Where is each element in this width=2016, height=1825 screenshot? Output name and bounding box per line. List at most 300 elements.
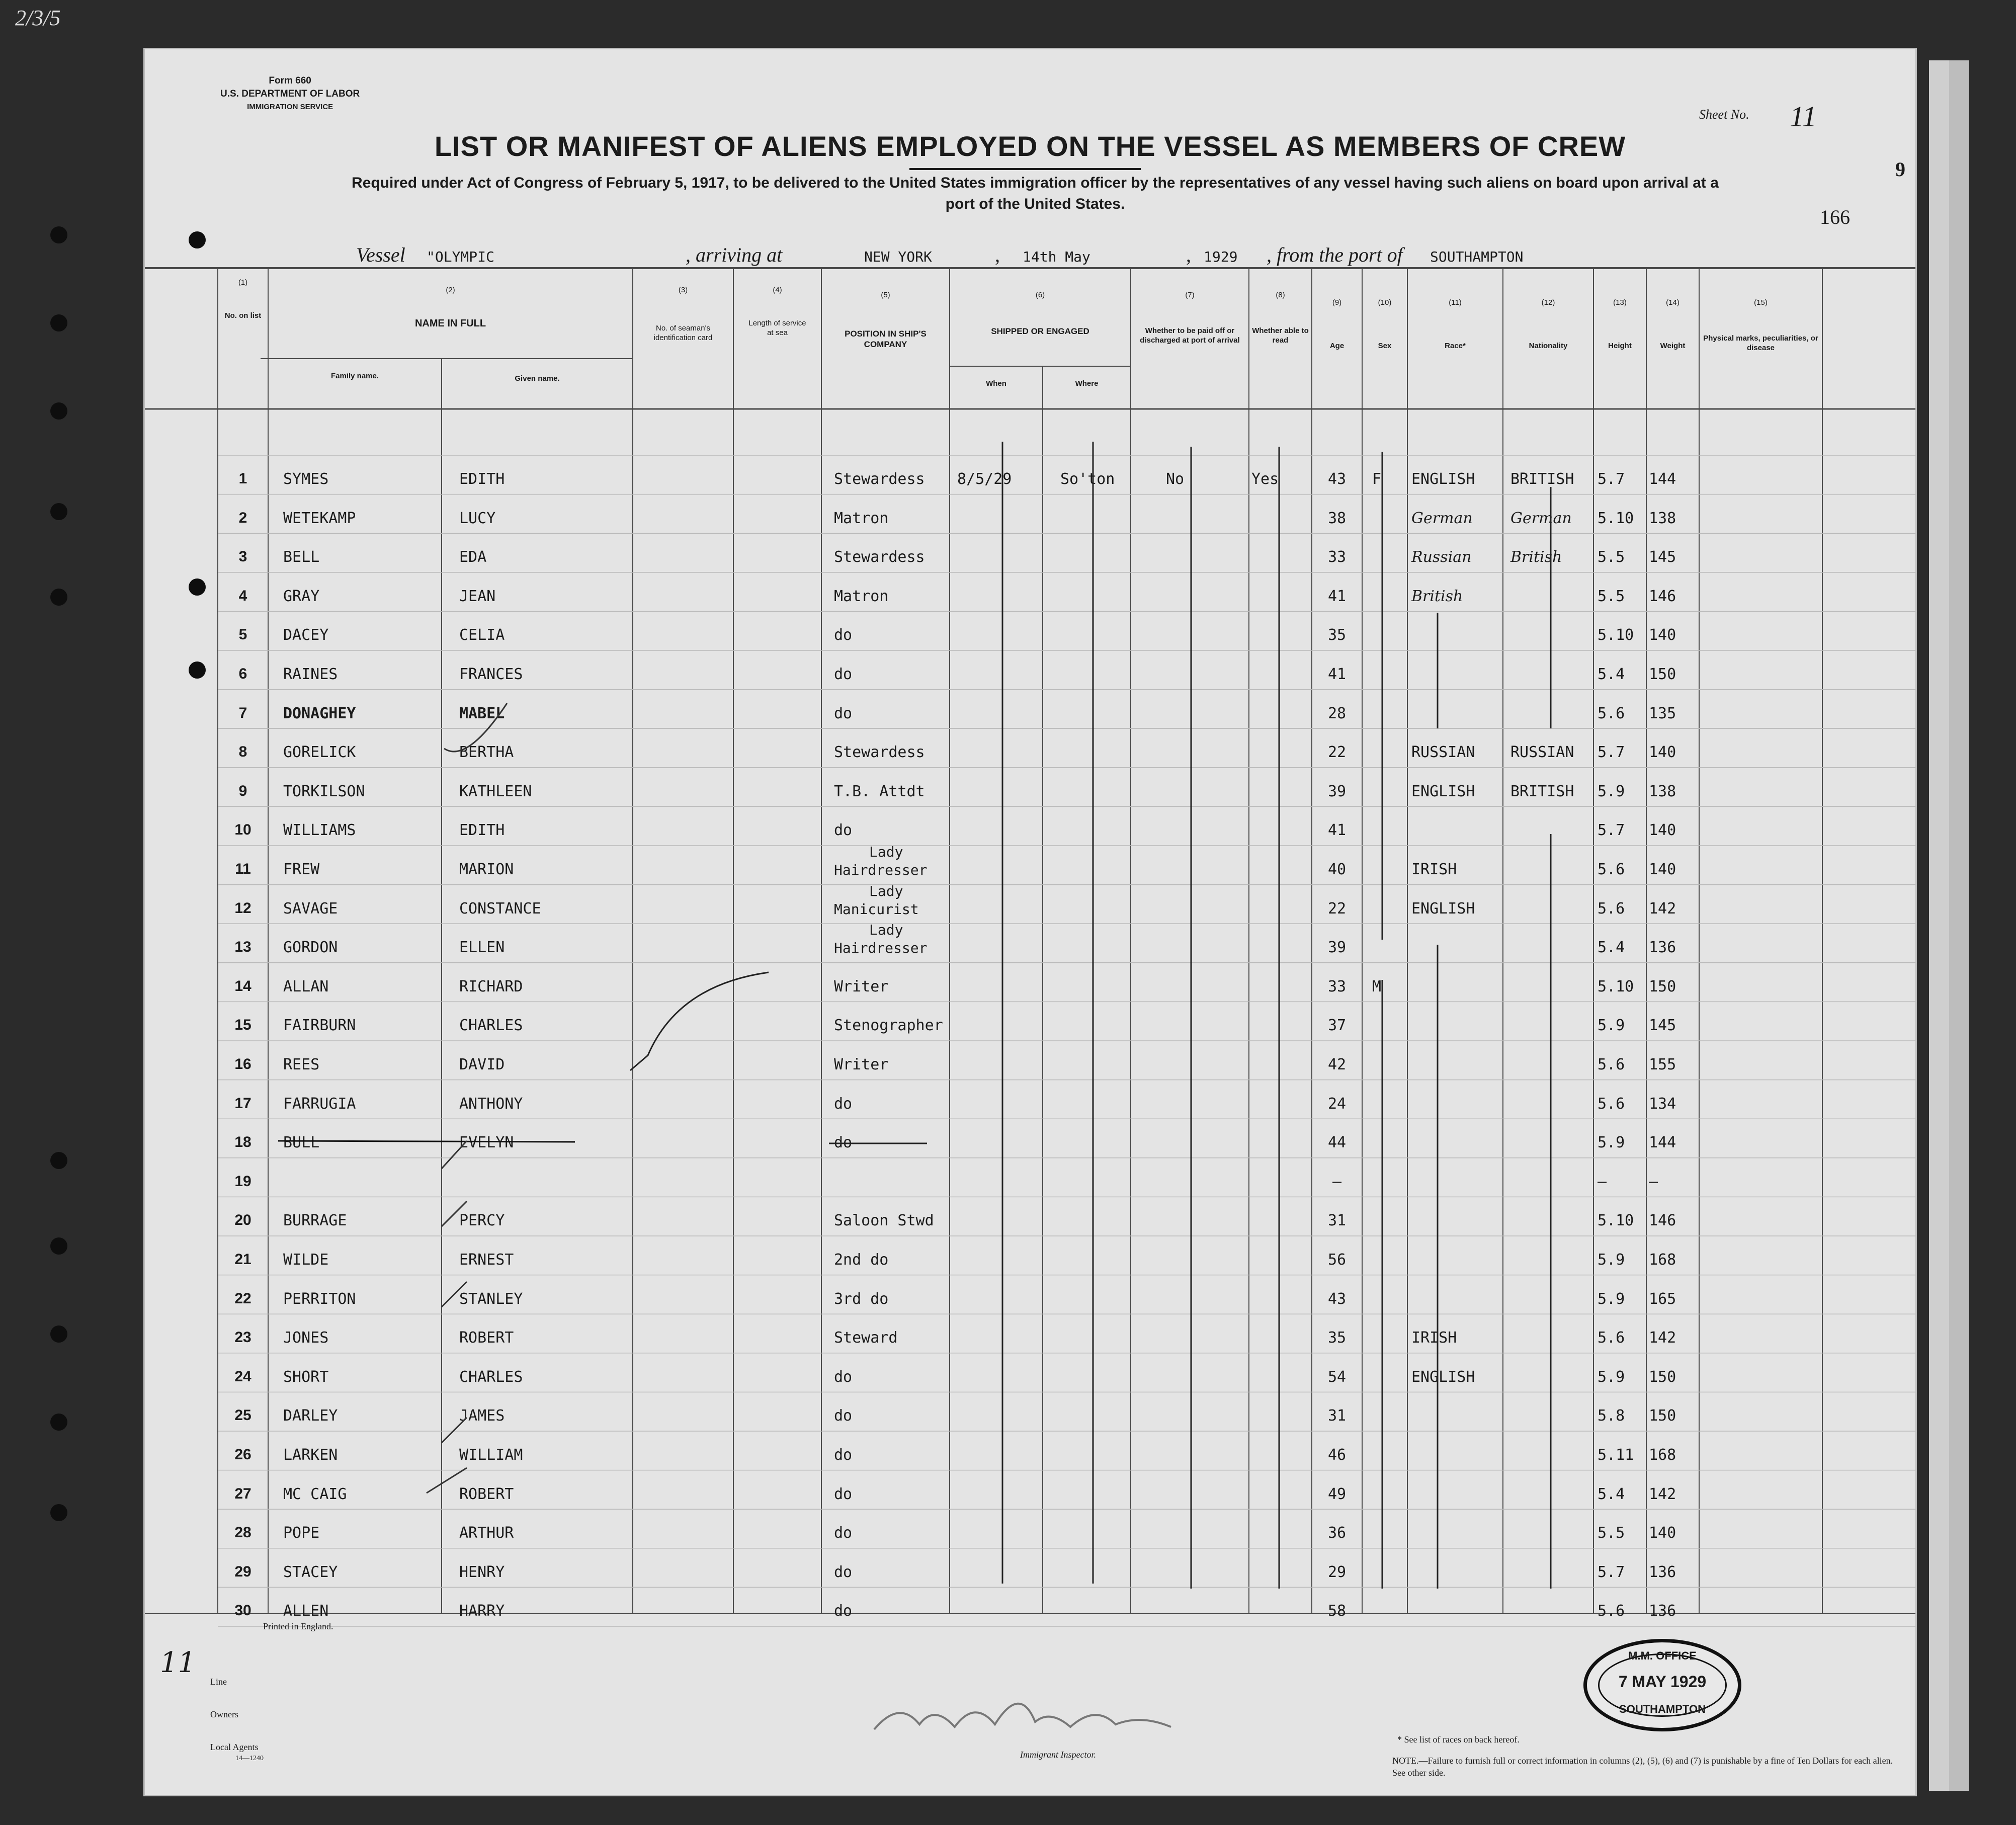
cell-height: 5.9 — [1598, 1251, 1625, 1269]
cell-given: ELLEN — [459, 939, 505, 957]
cell-height: 5.7 — [1598, 821, 1625, 840]
cell-age: 43 — [1327, 1290, 1347, 1308]
cell-race: Russian — [1411, 548, 1472, 566]
department: U.S. DEPARTMENT OF LABOR — [220, 89, 360, 99]
cell-age: 22 — [1327, 899, 1347, 918]
cell-position: Writer — [834, 1056, 889, 1073]
cell-given: WILLIAM — [459, 1446, 523, 1464]
cell-weight: 150 — [1649, 1407, 1676, 1425]
col-num-13: (13) — [1613, 298, 1627, 307]
cell-given: ROBERT — [459, 1329, 514, 1347]
cell-weight: 150 — [1649, 1368, 1676, 1386]
cell-position: do — [834, 1524, 853, 1542]
cell-race: ENGLISH — [1411, 470, 1475, 488]
cell-no: 28 — [234, 1524, 251, 1541]
cell-race: ENGLISH — [1411, 1368, 1475, 1386]
cell-race: IRISH — [1411, 861, 1457, 878]
cell-family: GORDON — [283, 939, 338, 957]
binder-hole — [189, 231, 206, 248]
cell-age: 29 — [1327, 1563, 1347, 1581]
sheet-number: 11 — [1790, 100, 1817, 133]
cell-age: 31 — [1327, 1212, 1347, 1230]
cell-weight: 140 — [1649, 821, 1676, 840]
cell-family: MC CAIG — [283, 1485, 347, 1503]
arriving-label: , arriving at — [686, 243, 783, 266]
header-where: Where — [1075, 379, 1099, 388]
cell-age: 33 — [1327, 977, 1347, 996]
binder-hole — [50, 1504, 67, 1521]
binder-hole — [189, 578, 206, 596]
document-subtitle: Required under Act of Congress of February 5, 1917, to be delivered to the United States immigration officer by the representatives of any vessel having such aliens on board upon arrival at a port of the United States. — [352, 175, 1719, 212]
cell-no: 14 — [234, 977, 251, 994]
cell-no: 16 — [234, 1056, 251, 1072]
cell-position: do — [834, 821, 853, 840]
cell-weight: 138 — [1649, 782, 1676, 800]
cell-family: BULL — [283, 1134, 320, 1152]
col-num-8: (8) — [1276, 291, 1285, 299]
cell-height: 5.10 — [1598, 977, 1634, 996]
cell-position: do — [834, 1485, 853, 1503]
cell-given: MABEL — [459, 704, 505, 722]
vessel-name: "OLYMPIC — [427, 248, 494, 265]
cell-family: FAIRBURN — [283, 1017, 356, 1035]
cell-height: 5.4 — [1598, 666, 1625, 683]
cell-position: do — [834, 1368, 853, 1386]
cell-age: 58 — [1327, 1602, 1347, 1620]
col-num-3: (3) — [678, 286, 688, 294]
cell-position-line2: Hairdresser — [834, 862, 928, 878]
side-mark: 9 — [1895, 158, 1905, 181]
cell-position: Lady — [869, 882, 903, 899]
cell-height: 5.9 — [1598, 1368, 1625, 1386]
cell-given: ANTHONY — [459, 1095, 523, 1113]
cell-position: Stewardess — [834, 743, 925, 762]
cell-given: CHARLES — [459, 1017, 523, 1035]
cell-height: 5.4 — [1598, 1485, 1625, 1503]
cell-no: 18 — [234, 1134, 251, 1151]
cell-height: 5.9 — [1598, 1290, 1625, 1308]
cell-position: do — [834, 1407, 853, 1425]
cell-race: RUSSIAN — [1411, 743, 1475, 762]
cell-age: 35 — [1327, 626, 1347, 644]
cell-family: GORELICK — [283, 743, 356, 762]
cell-position: Lady — [869, 922, 903, 939]
header-when: When — [986, 379, 1006, 388]
binder-hole — [50, 402, 67, 420]
from-port: SOUTHAMPTON — [1430, 248, 1524, 265]
cell-height: 5.6 — [1598, 704, 1625, 722]
cell-weight: 142 — [1649, 1329, 1676, 1347]
cell-when: 8/5/29 — [957, 470, 1012, 488]
cell-weight: 145 — [1649, 1017, 1676, 1035]
cell-family: DONAGHEY — [283, 704, 356, 722]
page-edge-right — [1929, 60, 1949, 1791]
cell-position-line2: Manicurist — [834, 900, 919, 918]
cell-weight: 155 — [1649, 1056, 1676, 1073]
cell-height: 5.4 — [1598, 939, 1625, 957]
sheet-label: Sheet No. — [1699, 107, 1749, 122]
cell-age: 28 — [1327, 704, 1347, 722]
inspector-label: Immigrant Inspector. — [1020, 1750, 1096, 1760]
cell-no: 7 — [238, 704, 247, 721]
cell-weight: 135 — [1649, 704, 1676, 722]
cell-weight: 146 — [1649, 587, 1676, 605]
cell-position: Matron — [834, 509, 889, 527]
cell-no: 15 — [234, 1017, 251, 1034]
binder-hole — [50, 1152, 67, 1169]
inspector-signature — [869, 1679, 1181, 1745]
cell-age: 43 — [1327, 470, 1347, 488]
cell-height: 5.6 — [1598, 1602, 1625, 1620]
header-no-on-list: No. on list — [224, 311, 262, 320]
cell-given: CELIA — [459, 626, 505, 644]
header-height: Height — [1608, 342, 1632, 350]
cell-given: KATHLEEN — [459, 782, 532, 800]
cell-given: ERNEST — [459, 1251, 514, 1269]
footer-owners: Owners — [210, 1709, 238, 1719]
side-scrawl: 11 — [160, 1646, 196, 1679]
header-given-name: Given name. — [515, 374, 560, 383]
header-weight: Weight — [1660, 342, 1686, 350]
cell-race: ENGLISH — [1411, 782, 1475, 800]
form-number: Form 660 — [269, 75, 311, 86]
cell-race: British — [1411, 587, 1463, 605]
cell-no: 30 — [234, 1602, 251, 1619]
cell-weight: 144 — [1649, 470, 1676, 488]
cell-position: do — [834, 1602, 853, 1620]
col-num-4: (4) — [773, 286, 782, 294]
cell-age: 36 — [1327, 1524, 1347, 1542]
cell-given: RICHARD — [459, 977, 523, 996]
cell-given: MARION — [459, 861, 514, 878]
arrival-year: 1929 — [1204, 248, 1238, 265]
cell-family: ALLEN — [283, 1602, 329, 1620]
cell-position: do — [834, 1563, 853, 1581]
cell-given: ROBERT — [459, 1485, 514, 1503]
cell-family: BURRAGE — [283, 1212, 347, 1230]
cell-height: 5.10 — [1598, 1212, 1634, 1230]
cell-weight: 134 — [1649, 1095, 1676, 1113]
header-age: Age — [1329, 342, 1345, 350]
cell-position: do — [834, 704, 853, 722]
cell-position: do — [834, 1095, 853, 1113]
cell-height: 5.6 — [1598, 861, 1625, 878]
cell-height: 5.9 — [1598, 782, 1625, 800]
cell-weight: — — [1649, 1173, 1658, 1191]
cell-height: 5.9 — [1598, 1134, 1625, 1152]
cell-weight: 168 — [1649, 1251, 1676, 1269]
cell-position: 2nd do — [834, 1251, 889, 1269]
col-num-11: (11) — [1449, 298, 1462, 307]
col-num-15: (15) — [1754, 298, 1768, 307]
cell-height: 5.8 — [1598, 1407, 1625, 1425]
cell-weight: 142 — [1649, 899, 1676, 918]
cell-position: do — [834, 1446, 853, 1464]
cell-family: SYMES — [283, 470, 329, 488]
cell-age: 39 — [1327, 939, 1347, 957]
cell-weight: 138 — [1649, 509, 1676, 527]
cell-family: RAINES — [283, 666, 338, 683]
cell-nationality: BRITISH — [1510, 470, 1574, 488]
col-num-2: (2) — [446, 286, 455, 294]
cell-family: TORKILSON — [283, 782, 365, 800]
arrival-port: NEW YORK — [864, 248, 932, 265]
cell-age: 56 — [1327, 1251, 1347, 1269]
race-note: * See list of races on back hereof. — [1397, 1734, 1520, 1745]
document-title: LIST OR MANIFEST OF ALIENS EMPLOYED ON THE VESSEL AS MEMBERS OF CREW — [434, 130, 1626, 162]
cell-given: EDITH — [459, 821, 505, 840]
binder-hole — [50, 226, 67, 243]
header-able-read: Whether able to read — [1252, 326, 1309, 345]
cell-race: ENGLISH — [1411, 899, 1475, 918]
cell-given: PERCY — [459, 1212, 505, 1230]
cell-age: 37 — [1327, 1017, 1347, 1035]
header-nationality: Nationality — [1529, 342, 1568, 350]
cell-age: 46 — [1327, 1446, 1347, 1464]
cell-weight: 140 — [1649, 1524, 1676, 1542]
cell-height: 5.6 — [1598, 1056, 1625, 1073]
cell-weight: 150 — [1649, 666, 1676, 683]
cell-age: 22 — [1327, 743, 1347, 762]
cell-family: GRAY — [283, 587, 320, 605]
binder-hole — [50, 589, 67, 606]
cell-family: LARKEN — [283, 1446, 338, 1464]
header-shipped: SHIPPED OR ENGAGED — [991, 326, 1089, 336]
footer-line: Line — [210, 1677, 227, 1687]
binder-hole — [50, 503, 67, 520]
cell-family: WETEKAMP — [283, 509, 356, 527]
binder-hole — [50, 314, 67, 331]
cell-race: German — [1411, 509, 1473, 527]
cell-no: 1 — [238, 470, 247, 487]
col-num-1: (1) — [238, 278, 248, 287]
cell-no: 12 — [234, 899, 251, 917]
binder-hole — [50, 1325, 67, 1343]
cell-given: LUCY — [459, 509, 496, 527]
col-num-9: (9) — [1332, 298, 1342, 307]
cell-height: — — [1598, 1173, 1607, 1191]
cell-age: 39 — [1327, 782, 1347, 800]
cell-position: Matron — [834, 587, 889, 605]
cell-position: T.B. Attdt — [834, 782, 925, 800]
cell-height: 5.10 — [1598, 509, 1634, 527]
cell-given: JEAN — [459, 587, 496, 605]
cell-no: 3 — [238, 548, 247, 565]
cell-weight: 146 — [1649, 1212, 1676, 1230]
comma-1: , — [995, 243, 1000, 266]
cell-no: 23 — [234, 1329, 251, 1346]
cell-age: 24 — [1327, 1095, 1347, 1113]
header-length-service: Length of service at sea — [748, 319, 806, 337]
stamp-bottom: SOUTHAMPTON — [1619, 1703, 1706, 1715]
col-num-5: (5) — [881, 291, 890, 299]
header-paid-off: Whether to be paid off or discharged at port of arrival — [1140, 326, 1240, 345]
cell-height: 5.5 — [1598, 587, 1625, 605]
cell-position: 3rd do — [834, 1290, 889, 1308]
cell-age: 33 — [1327, 548, 1347, 566]
cell-no: 13 — [234, 939, 251, 956]
manifest-sheet — [143, 48, 1917, 1796]
cell-age: — — [1332, 1173, 1342, 1191]
printed-in: Printed in England. — [263, 1621, 333, 1631]
cell-weight: 136 — [1649, 939, 1676, 957]
cell-height: 5.10 — [1598, 626, 1634, 644]
cell-family: WILLIAMS — [283, 821, 356, 840]
cell-family: PERRITON — [283, 1290, 356, 1308]
cell-no: 22 — [234, 1290, 251, 1307]
cell-weight: 144 — [1649, 1134, 1676, 1152]
col-num-12: (12) — [1541, 298, 1555, 307]
cell-sex: M — [1372, 977, 1382, 996]
cell-read: Yes — [1251, 470, 1279, 488]
cell-family: FARRUGIA — [283, 1095, 356, 1113]
fine-note: NOTE.—Failure to furnish full or correct information in columns (2), (5), (6) and (7) is punishable by a fine of Ten Dollars for each alien. See other side. — [1392, 1756, 1893, 1778]
cell-no: 24 — [234, 1368, 251, 1385]
cell-family: REES — [283, 1056, 320, 1073]
cell-height: 5.6 — [1598, 899, 1625, 918]
cell-no: 19 — [234, 1173, 251, 1190]
binder-hole — [50, 1237, 67, 1255]
cell-weight: 140 — [1649, 626, 1676, 644]
cell-given: ARTHUR — [459, 1524, 514, 1542]
cell-nationality: BRITISH — [1510, 782, 1574, 800]
binder-hole — [189, 661, 206, 679]
cell-position: Writer — [834, 977, 889, 996]
service: IMMIGRATION SERVICE — [247, 103, 333, 111]
stamp-date: 7 MAY 1929 — [1618, 1673, 1707, 1691]
cell-race: IRISH — [1411, 1329, 1457, 1347]
header-family-name: Family name. — [330, 372, 379, 380]
cell-weight: 140 — [1649, 743, 1676, 762]
cell-given: HARRY — [459, 1602, 505, 1620]
cell-position-line2: Hairdresser — [834, 940, 928, 957]
footer-agents: Local Agents — [210, 1742, 259, 1752]
cell-nationality: German — [1510, 509, 1572, 527]
cell-family: BELL — [283, 548, 320, 566]
cell-family: STACEY — [283, 1563, 338, 1581]
cell-where: So'ton — [1060, 470, 1115, 488]
header-physical: Physical marks, peculiarities, or disease — [1703, 334, 1818, 352]
cell-no: 17 — [234, 1095, 251, 1112]
cell-weight: 142 — [1649, 1485, 1676, 1503]
header-name-in-full: NAME IN FULL — [414, 318, 486, 329]
cell-position: do — [834, 626, 853, 644]
cell-no: 5 — [238, 626, 247, 643]
cell-no: 10 — [234, 821, 251, 839]
cell-weight: 168 — [1649, 1446, 1676, 1464]
cell-no: 8 — [238, 743, 247, 761]
check-column — [427, 703, 507, 1493]
cell-height: 5.7 — [1598, 743, 1625, 762]
col-num-10: (10) — [1378, 298, 1392, 307]
cell-age: 54 — [1327, 1368, 1347, 1386]
cell-given: EDITH — [459, 470, 505, 488]
cell-family: SHORT — [283, 1368, 329, 1386]
cell-given: BERTHA — [459, 743, 514, 762]
cell-position: Stewardess — [834, 548, 925, 566]
cell-age: 42 — [1327, 1056, 1347, 1073]
col-num-6: (6) — [1035, 291, 1045, 299]
cell-age: 41 — [1327, 666, 1347, 683]
cell-no: 21 — [234, 1251, 251, 1268]
cell-no: 6 — [238, 666, 247, 682]
cell-age: 38 — [1327, 509, 1347, 527]
header-sex: Sex — [1378, 342, 1392, 350]
strike-row-19 — [278, 1141, 575, 1142]
cell-height: 5.6 — [1598, 1329, 1625, 1347]
cell-sex: F — [1372, 470, 1382, 488]
cell-height: 5.11 — [1598, 1446, 1634, 1464]
top-scrawl: 2/3/5 — [15, 6, 61, 30]
cell-age: 35 — [1327, 1329, 1347, 1347]
cell-position: do — [834, 1134, 853, 1152]
cell-nationality: RUSSIAN — [1510, 743, 1574, 762]
cell-no: 2 — [238, 509, 247, 526]
cell-given: CONSTANCE — [459, 899, 541, 918]
cell-family: SAVAGE — [283, 899, 338, 918]
cell-height: 5.9 — [1598, 1017, 1625, 1035]
cell-no: 27 — [234, 1485, 251, 1502]
cell-given: FRANCES — [459, 666, 523, 683]
tick-mark — [630, 972, 769, 1070]
cell-height: 5.7 — [1598, 1563, 1625, 1581]
footer-agents-code: 14—1240 — [235, 1755, 264, 1762]
cell-given: CHARLES — [459, 1368, 523, 1386]
col-num-7: (7) — [1185, 291, 1195, 299]
cell-family: WILDE — [283, 1251, 329, 1269]
cell-weight: 136 — [1649, 1602, 1676, 1620]
cell-age: 49 — [1327, 1485, 1347, 1503]
mm-office-stamp — [1583, 1639, 1741, 1731]
cell-height: 5.6 — [1598, 1095, 1625, 1113]
cell-position: do — [834, 666, 853, 683]
cell-weight: 150 — [1649, 977, 1676, 996]
binder-hole — [50, 1414, 67, 1431]
cell-family: DACEY — [283, 626, 329, 644]
from-label: , from the port of — [1267, 243, 1403, 266]
pen-marks — [145, 49, 1915, 1795]
cell-age: 41 — [1327, 821, 1347, 840]
cell-no: 29 — [234, 1563, 251, 1580]
cell-weight: 145 — [1649, 548, 1676, 566]
cell-position: Stewardess — [834, 470, 925, 488]
header-seaman-card: No. of seaman's identification card — [653, 324, 713, 342]
cell-given: DAVID — [459, 1056, 505, 1073]
cell-weight: 140 — [1649, 861, 1676, 878]
cell-position: Saloon Stwd — [834, 1212, 934, 1230]
cell-nationality: British — [1510, 548, 1562, 566]
cell-no: 20 — [234, 1212, 251, 1229]
cell-no: 4 — [238, 587, 247, 604]
cell-age: 40 — [1327, 861, 1347, 878]
stamp-top: M.M. OFFICE — [1628, 1649, 1697, 1662]
cell-paid: No — [1166, 470, 1185, 488]
comma-2: , — [1186, 243, 1191, 266]
cell-given: STANLEY — [459, 1290, 523, 1308]
cell-no: 25 — [234, 1407, 251, 1424]
cell-height: 5.5 — [1598, 548, 1625, 566]
vessel-label: Vessel — [356, 243, 405, 266]
cell-given: EDA — [459, 548, 487, 566]
cell-position: Steward — [834, 1329, 898, 1347]
cell-weight: 165 — [1649, 1290, 1676, 1308]
page-edge-right-2 — [1949, 60, 1969, 1791]
cell-position: Lady — [869, 844, 903, 860]
header-race: Race* — [1445, 342, 1466, 350]
cell-height: 5.5 — [1598, 1524, 1625, 1542]
cell-family: POPE — [283, 1524, 320, 1542]
cell-position: Stenographer — [834, 1017, 943, 1035]
